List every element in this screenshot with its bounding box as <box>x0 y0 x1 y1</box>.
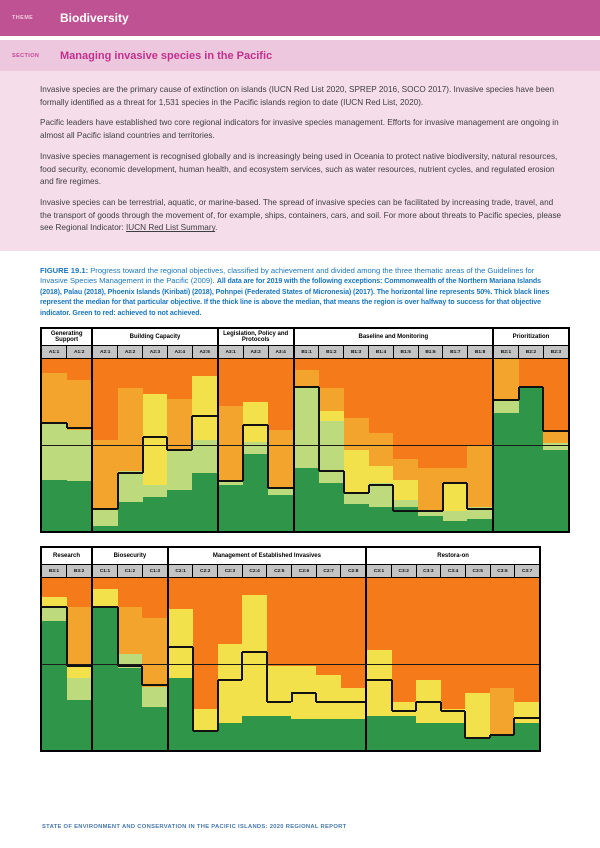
segment-orange <box>344 359 369 417</box>
column-label: C2:8 <box>340 565 365 577</box>
column-label: B2:1 <box>500 349 512 355</box>
group-header: Prioritization <box>494 329 568 346</box>
median-step-connector <box>266 652 268 702</box>
segment-light-green <box>443 511 468 521</box>
segment-amber <box>118 607 143 653</box>
column-label: C3:7 <box>514 565 539 577</box>
segment-orange <box>341 578 366 688</box>
column-label: C3:5 <box>465 565 490 577</box>
segment-dark-green <box>494 413 519 532</box>
segment-amber <box>418 468 443 511</box>
segment-yellow <box>393 480 418 501</box>
column-label-row <box>169 565 365 578</box>
column-label: C1:2 <box>117 565 142 577</box>
segment-dark-green <box>519 387 544 531</box>
segment-dark-green <box>118 668 143 751</box>
segment-orange <box>465 578 490 693</box>
median-step-connector <box>117 473 119 509</box>
fifty-percent-line <box>42 445 568 446</box>
segment-amber <box>219 406 244 482</box>
median-line <box>341 701 366 703</box>
segment-dark-green <box>543 450 568 531</box>
column-label-row <box>93 346 216 359</box>
median-step-connector <box>192 647 194 731</box>
segment-amber <box>142 618 167 687</box>
median-step-connector <box>141 666 143 685</box>
fifty-percent-line <box>42 664 539 665</box>
median-line <box>295 386 320 388</box>
segment-dark-green <box>341 719 366 750</box>
median-step-connector <box>518 387 520 401</box>
section-bar <box>0 40 600 71</box>
segment-yellow <box>344 450 369 493</box>
median-step-connector <box>242 425 244 482</box>
median-step-connector <box>440 702 442 711</box>
column-label: A2:1 <box>100 349 111 355</box>
segment-orange <box>142 578 167 618</box>
segment-orange <box>242 578 267 595</box>
segment-amber <box>167 399 192 451</box>
column-label: C3:4 <box>440 565 465 577</box>
segment-orange <box>392 578 417 702</box>
column-label-row <box>494 346 568 359</box>
median-line <box>142 684 167 686</box>
segment-amber <box>319 388 344 410</box>
segment-light-green <box>142 687 167 708</box>
segment-yellow <box>67 666 92 678</box>
segment-amber <box>67 380 92 430</box>
median-line <box>519 386 544 388</box>
segment-yellow <box>143 394 168 485</box>
column-label: B2:2 <box>518 346 543 358</box>
segment-orange <box>319 359 344 388</box>
segment-dark-green <box>167 490 192 531</box>
median-step-connector <box>241 652 243 680</box>
segment-orange <box>543 359 568 430</box>
column-label: C1:3 <box>142 565 167 577</box>
segment-dark-green <box>93 526 118 531</box>
median-line <box>169 646 194 648</box>
segment-yellow <box>465 693 490 738</box>
column-label: C2:3 <box>217 565 242 577</box>
segment-amber <box>268 430 293 488</box>
column-label: A1:1 <box>48 349 60 355</box>
segment-yellow <box>169 609 194 678</box>
segment-dark-green <box>93 607 118 750</box>
segment-orange <box>514 578 539 702</box>
segment-amber <box>393 459 418 480</box>
segment-dark-green <box>192 473 217 531</box>
median-step-connector <box>291 693 293 702</box>
median-line <box>118 472 143 474</box>
segment-amber <box>93 440 118 509</box>
chart-group <box>293 329 492 531</box>
segment-light-green <box>268 488 293 495</box>
segment-dark-green <box>218 723 243 751</box>
segment-dark-green <box>193 730 218 751</box>
median-line <box>416 701 441 703</box>
column-label: C3:6 <box>490 565 515 577</box>
group-header: Management of Established Invasives <box>169 548 365 565</box>
median-line <box>67 427 92 429</box>
segment-dark-green <box>319 483 344 531</box>
paragraph-spread-period: . <box>215 223 218 233</box>
segment-orange <box>418 359 443 467</box>
segment-yellow <box>267 666 292 716</box>
segment-orange <box>295 359 320 369</box>
segment-yellow <box>93 589 118 608</box>
segment-dark-green <box>42 621 67 750</box>
column-label: C3:1 <box>373 568 385 574</box>
segment-orange <box>167 359 192 399</box>
figure-19-1-chart-bottom <box>40 546 541 752</box>
iucn-red-list-summary-link[interactable]: IUCN Red List Summary <box>126 223 216 233</box>
median-line <box>418 510 443 512</box>
column-label: A3:1 <box>225 349 236 355</box>
column-label: A2:3 <box>142 346 167 358</box>
median-line <box>291 692 316 694</box>
column-label: C2:2 <box>192 565 217 577</box>
segment-dark-green <box>219 485 244 531</box>
segment-light-green <box>243 442 268 454</box>
median-step-connector <box>368 485 370 494</box>
median-step-connector <box>391 680 393 711</box>
column-label: C2:7 <box>316 565 341 577</box>
figure-caption <box>40 266 564 318</box>
median-step-connector <box>464 711 466 739</box>
column-label: A2:5 <box>192 346 217 358</box>
segment-amber <box>369 433 394 466</box>
segment-dark-green <box>268 495 293 531</box>
section-title: Managing invasive species in the Pacific <box>60 49 273 62</box>
segment-dark-green <box>344 504 369 532</box>
segment-orange <box>291 578 316 666</box>
segment-amber <box>490 688 515 734</box>
group-header: Baseline and Monitoring <box>295 329 492 346</box>
segment-dark-green <box>142 707 167 750</box>
chart-group <box>42 548 91 750</box>
column-label: A3:2 <box>243 346 268 358</box>
segment-yellow <box>193 709 218 730</box>
segment-light-green <box>42 423 67 480</box>
column-label: B1:7 <box>442 346 467 358</box>
column-label: C2:5 <box>266 565 291 577</box>
median-step-connector <box>542 387 544 432</box>
median-line <box>67 665 92 667</box>
paragraph-extinction: Invasive species are the primary cause of extinction on islands (IUCN Red List 2020, SPREP 2016, SOCO 2017). Invasive species have been formally identified as a threat for 1,531 species in the Pacific islands region to date (IUCN Red List, 2020). <box>40 85 555 107</box>
segment-orange <box>219 359 244 405</box>
median-line <box>441 710 466 712</box>
segment-yellow <box>443 483 468 511</box>
figure-caption-label: FIGURE 19.1: <box>40 266 89 276</box>
group-header: Research <box>42 548 91 565</box>
median-line <box>319 470 344 472</box>
paragraph-management: Invasive species management is recognised globally and is increasingly being used in Oceania to protect native biodiversity, natural resources, food security, economic development, human health, and ecosystem services, such as water resources, nutrient cycles, and regulated erosion and fire regimes. <box>40 151 558 187</box>
segment-orange <box>519 359 544 387</box>
median-step-connector <box>442 483 444 511</box>
column-label-row <box>42 346 91 359</box>
group-header: Legislation, Policy and Protocols <box>219 329 293 346</box>
median-step-connector <box>489 735 491 738</box>
group-header: Generating Support <box>42 329 91 346</box>
segment-dark-green <box>295 468 320 532</box>
median-line <box>118 665 143 667</box>
group-header: Restora-on <box>367 548 539 565</box>
group-header: Biosecurity <box>93 548 167 565</box>
segment-orange <box>93 578 118 588</box>
segment-orange <box>243 359 268 402</box>
median-line <box>514 717 539 719</box>
segment-amber <box>443 468 468 483</box>
segment-light-green <box>319 421 344 483</box>
median-line <box>467 508 492 510</box>
segment-light-green <box>393 500 418 507</box>
column-label: B1:5 <box>393 346 418 358</box>
segment-light-green <box>93 509 118 526</box>
segment-dark-green <box>118 502 143 531</box>
segment-dark-green <box>441 723 466 751</box>
median-step-connector <box>392 485 394 511</box>
median-line <box>543 430 568 432</box>
segment-dark-green <box>169 678 194 750</box>
median-line <box>93 508 118 510</box>
segment-orange <box>42 578 67 597</box>
segment-orange <box>143 359 168 393</box>
figure-19-1-chart-top <box>40 327 570 533</box>
median-line <box>42 422 67 424</box>
segment-light-green <box>494 400 519 412</box>
segment-dark-green <box>465 738 490 750</box>
median-step-connector <box>267 425 269 489</box>
report-footer: STATE OF ENVIRONMENT AND CONSERVATION IN THE PACIFIC ISLANDS: 2020 REGIONAL REPORT <box>42 824 347 830</box>
segment-orange <box>467 359 492 445</box>
segment-dark-green <box>143 497 168 531</box>
segment-light-green <box>42 607 67 621</box>
column-label: B1:4 <box>368 346 393 358</box>
segment-dark-green <box>67 481 92 531</box>
segment-yellow <box>316 675 341 720</box>
median-line <box>218 679 243 681</box>
median-line <box>369 484 394 486</box>
segment-dark-green <box>291 719 316 750</box>
segment-light-green <box>167 450 192 490</box>
segment-light-green <box>67 678 92 700</box>
column-label: B3:2 <box>66 565 91 577</box>
chart-group <box>365 548 539 750</box>
column-label: C2:6 <box>291 565 316 577</box>
column-label-row <box>219 346 293 359</box>
chart-group <box>91 548 167 750</box>
segment-dark-green <box>243 454 268 531</box>
paragraph-spread <box>40 197 566 235</box>
segment-dark-green <box>416 723 441 751</box>
segment-orange <box>93 359 118 440</box>
median-step-connector <box>117 607 119 665</box>
segment-yellow <box>319 411 344 421</box>
segment-light-green <box>295 388 320 467</box>
segment-amber <box>494 359 519 400</box>
median-step-connector <box>343 471 345 493</box>
theme-title: Biodiversity <box>60 11 129 25</box>
chart-group <box>167 548 365 750</box>
segment-dark-green <box>67 700 92 750</box>
segment-orange <box>67 578 92 607</box>
intro-text-panel <box>0 71 600 251</box>
median-line <box>143 436 168 438</box>
segment-dark-green <box>42 480 67 532</box>
segment-dark-green <box>267 716 292 750</box>
median-line <box>192 415 217 417</box>
segment-orange <box>169 578 194 609</box>
segment-amber <box>42 373 67 423</box>
median-step-connector <box>513 718 515 735</box>
segment-orange <box>443 359 468 467</box>
figure-caption-intro: Progress toward the regional objectives, classified by achievement and divided among the three thematic areas of the Guidelines for Invasive Species Management in the Pacific (2009). <box>40 266 535 286</box>
segment-amber <box>67 607 92 665</box>
segment-orange <box>316 578 341 674</box>
segment-amber <box>467 445 492 507</box>
median-step-connector <box>466 483 468 509</box>
theme-label: THEME <box>12 15 34 21</box>
median-step-connector <box>217 680 219 732</box>
segment-light-green <box>344 493 369 503</box>
segment-dark-green <box>392 716 417 750</box>
segment-yellow <box>367 650 392 715</box>
segment-orange <box>67 359 92 380</box>
segment-light-green <box>143 485 168 497</box>
theme-bar <box>0 0 600 36</box>
section-label: SECTION <box>12 52 40 59</box>
segment-dark-green <box>367 716 392 750</box>
median-line <box>393 510 418 512</box>
segment-orange <box>490 578 515 688</box>
segment-yellow <box>242 595 267 715</box>
segment-yellow <box>243 402 268 442</box>
segment-orange <box>192 359 217 376</box>
column-label: C1:1 <box>99 568 111 574</box>
median-line <box>42 606 67 608</box>
median-line <box>268 487 293 489</box>
paragraph-spread-text: Invasive species can be terrestrial, aquatic, or marine-based. The spread of invasive species can be facilitated by increasing trade, travel, and the transport of goods through the movement of, for example, ships, containers, cars, and soil. For more about threats to Pacific species, please see Regional Indicator: <box>40 197 562 233</box>
column-label-row <box>367 565 539 578</box>
median-line <box>443 482 468 484</box>
median-line <box>167 449 192 451</box>
median-line <box>243 424 268 426</box>
column-label-row <box>42 565 91 578</box>
segment-yellow <box>218 644 243 723</box>
column-label: B1:3 <box>343 346 368 358</box>
segment-orange <box>369 359 394 433</box>
segment-yellow <box>341 688 366 719</box>
chart-group <box>91 329 216 531</box>
segment-dark-green <box>369 507 394 531</box>
median-line <box>242 651 267 653</box>
column-label: A2:2 <box>117 346 142 358</box>
segment-orange <box>441 578 466 709</box>
column-label: B1:1 <box>301 349 312 355</box>
segment-dark-green <box>443 521 468 531</box>
segment-yellow <box>369 466 394 483</box>
median-line <box>316 701 341 703</box>
median-step-connector <box>415 702 417 711</box>
median-line <box>465 737 490 739</box>
median-line <box>367 679 392 681</box>
column-label: B1:8 <box>467 346 492 358</box>
median-line <box>392 710 417 712</box>
column-label: A3:4 <box>268 346 293 358</box>
segment-dark-green <box>490 735 515 750</box>
chart-group <box>42 329 91 531</box>
median-step-connector <box>166 437 168 451</box>
median-line <box>193 730 218 732</box>
column-label-row <box>295 346 492 359</box>
segment-orange <box>367 578 392 650</box>
segment-light-green <box>369 483 394 507</box>
segment-yellow <box>192 376 217 440</box>
column-label: B1:6 <box>418 346 443 358</box>
chart-group <box>217 329 293 531</box>
column-label-row <box>93 565 167 578</box>
median-step-connector <box>318 387 320 471</box>
median-line <box>494 399 519 401</box>
segment-orange <box>268 359 293 430</box>
column-label: B1:2 <box>318 346 343 358</box>
median-line <box>490 734 515 736</box>
column-label: A1:2 <box>66 346 91 358</box>
group-header: Building Capacity <box>93 329 216 346</box>
chart-group <box>492 329 568 531</box>
column-label: C3:3 <box>416 565 441 577</box>
segment-dark-green <box>316 719 341 750</box>
median-step-connector <box>142 437 144 473</box>
segment-orange <box>267 578 292 666</box>
segment-orange <box>42 359 67 373</box>
median-step-connector <box>66 423 68 428</box>
segment-orange <box>118 359 143 388</box>
median-line <box>344 492 369 494</box>
segment-dark-green <box>467 519 492 531</box>
segment-light-green <box>67 430 92 482</box>
segment-orange <box>118 578 143 607</box>
segment-orange <box>218 578 243 643</box>
column-label: B2:3 <box>543 346 568 358</box>
median-line <box>267 701 292 703</box>
median-line <box>219 480 244 482</box>
column-label: C3:2 <box>391 565 416 577</box>
column-label: A2:4 <box>167 346 192 358</box>
column-label: C2:4 <box>242 565 267 577</box>
median-step-connector <box>66 607 68 665</box>
segment-dark-green <box>514 723 539 751</box>
segment-orange <box>193 578 218 709</box>
segment-orange <box>393 359 418 459</box>
column-label: B3:1 <box>48 568 60 574</box>
segment-yellow <box>514 702 539 723</box>
segment-light-green <box>118 471 143 502</box>
column-label: C2:1 <box>175 568 186 574</box>
segment-dark-green <box>242 716 267 750</box>
figure-caption-details: All data are for 2019 with the following exceptions: Commonwealth of the Northern Mariana Islands (2018), Palau (2018), Phoenix Islands (Kiribati) (2018), Pohnpei (Federated States of Micronesia) (2017). The horizontal line represents 50%. Thick black lines represent the median for that particular objective. If the thick line is above the median, that means the region is over halfway to success for that objective indicator. Green to red: achieved to not achieved. <box>40 277 550 317</box>
segment-dark-green <box>418 516 443 531</box>
paragraph-indicators: Pacific leaders have established two core regional indicators for invasive species management. Efforts for invasive management are ongoing in almost all Pacific island countries and territories. <box>40 118 559 141</box>
median-step-connector <box>315 693 317 702</box>
segment-amber <box>118 388 143 471</box>
median-line <box>93 606 118 608</box>
